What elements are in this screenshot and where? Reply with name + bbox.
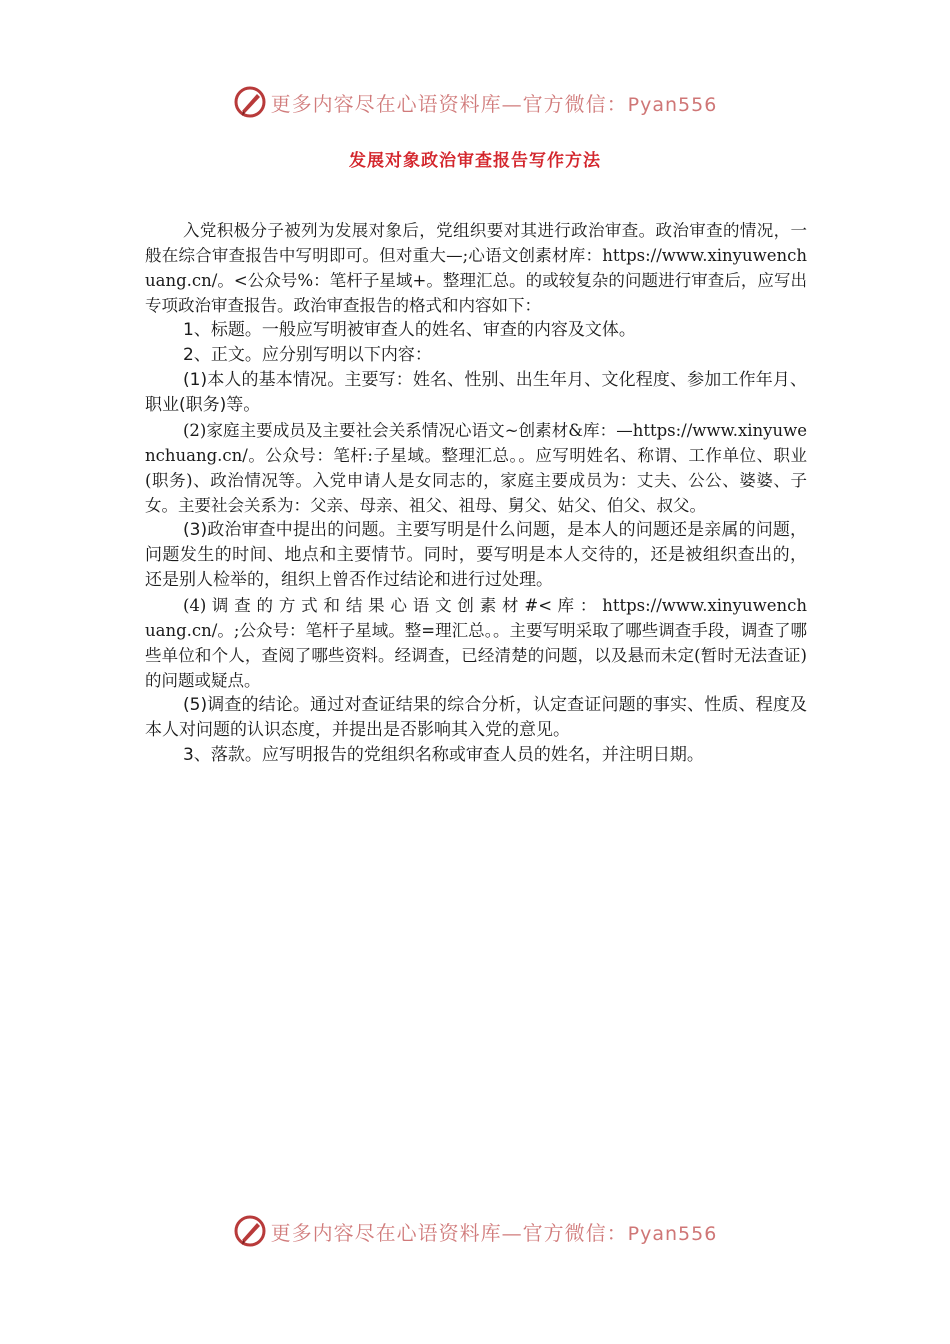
banner-main-text: 更多内容尽在心语资料库—官方微信： <box>270 91 628 116</box>
paragraph-intro: 入党积极分子被列为发展对象后，党组织要对其进行政治审查。政治审查的情况，一般在综合审查报告中写明即可。但对重大—;心语文创素材库：https://www.xinyuwenchuang.cn/。<公众号%：笔杆子星域+。整理汇总。的或较复杂的问题进行审查后，应写出专项政治审查报告。政治审查报告的格式和内容如下： <box>145 221 807 315</box>
banner-wechat-id: Pyan556 <box>627 1222 718 1245</box>
footer-banner <box>0 1211 950 1251</box>
paragraph-sub-conclusion: (5)调查的结论。通过对查证结果的综合分析，认定查证问题的事实、性质、程度及本人对问题的认识态度，并提出是否影响其入党的意见。 <box>145 695 807 740</box>
banner-main-text: 更多内容尽在心语资料库—官方微信： <box>270 1220 628 1245</box>
paragraph-sub-issues: (3)政治审查中提出的问题。主要写明是什么问题，是本人的问题还是亲属的问题，问题发生的时间、地点和主要情节。同时，要写明是本人交待的，还是被组织查出的，还是别人检举的，组织上曾否作过结论和进行过处理。 <box>145 520 807 590</box>
document-body <box>145 218 807 768</box>
header-banner <box>0 82 950 122</box>
paragraph-item-title: 1、标题。一般应写明被审查人的姓名、审查的内容及文体。 <box>183 320 636 340</box>
banner-text <box>271 1217 718 1246</box>
quill-pen-logo-icon <box>233 1214 267 1248</box>
paragraph-item-body: 2、正文。应分别写明以下内容： <box>183 345 432 365</box>
paragraph-item-signature: 3、落款。应写明报告的党组织名称或审查人员的姓名，并注明日期。 <box>183 745 704 765</box>
banner-wechat-id: Pyan556 <box>627 93 718 116</box>
quill-pen-logo-icon <box>233 85 267 119</box>
page-title: 发展对象政治审查报告写作方法 <box>349 151 601 171</box>
paragraph-sub-investigation: (4) 调 查 的 方 式 和 结 果 心 语 文 创 素 材 #< 库 ： https://www.xinyuwenchuang.cn/。;公众号：笔杆子星域。整=理汇总。。主要写明采取了哪些调查手段，调查了哪些单位和个人，查阅了哪些资料。经调查，已经清楚的问题，以及悬而未定(暂时无法查证)的问题或疑点。 <box>145 596 807 690</box>
paragraph-sub-basic-info: (1)本人的基本情况。主要写：姓名、性别、出生年月、文化程度、参加工作年月、职业(职务)等。 <box>145 370 807 415</box>
paragraph-sub-family: (2)家庭主要成员及主要社会关系情况心语文~创素材&库：—https://www.xinyuwenchuang.cn/。公众号：笔杆:子星域。整理汇总。。应写明姓名、称谓、工作单位、职业(职务)、政治情况等。入党申请人是女同志的，家庭主要成员为：丈夫、公公、婆婆、子女。主要社会关系为：父亲、母亲、祖父、祖母、舅父、姑父、伯父、叔父。 <box>145 421 807 515</box>
banner-text <box>271 88 718 117</box>
